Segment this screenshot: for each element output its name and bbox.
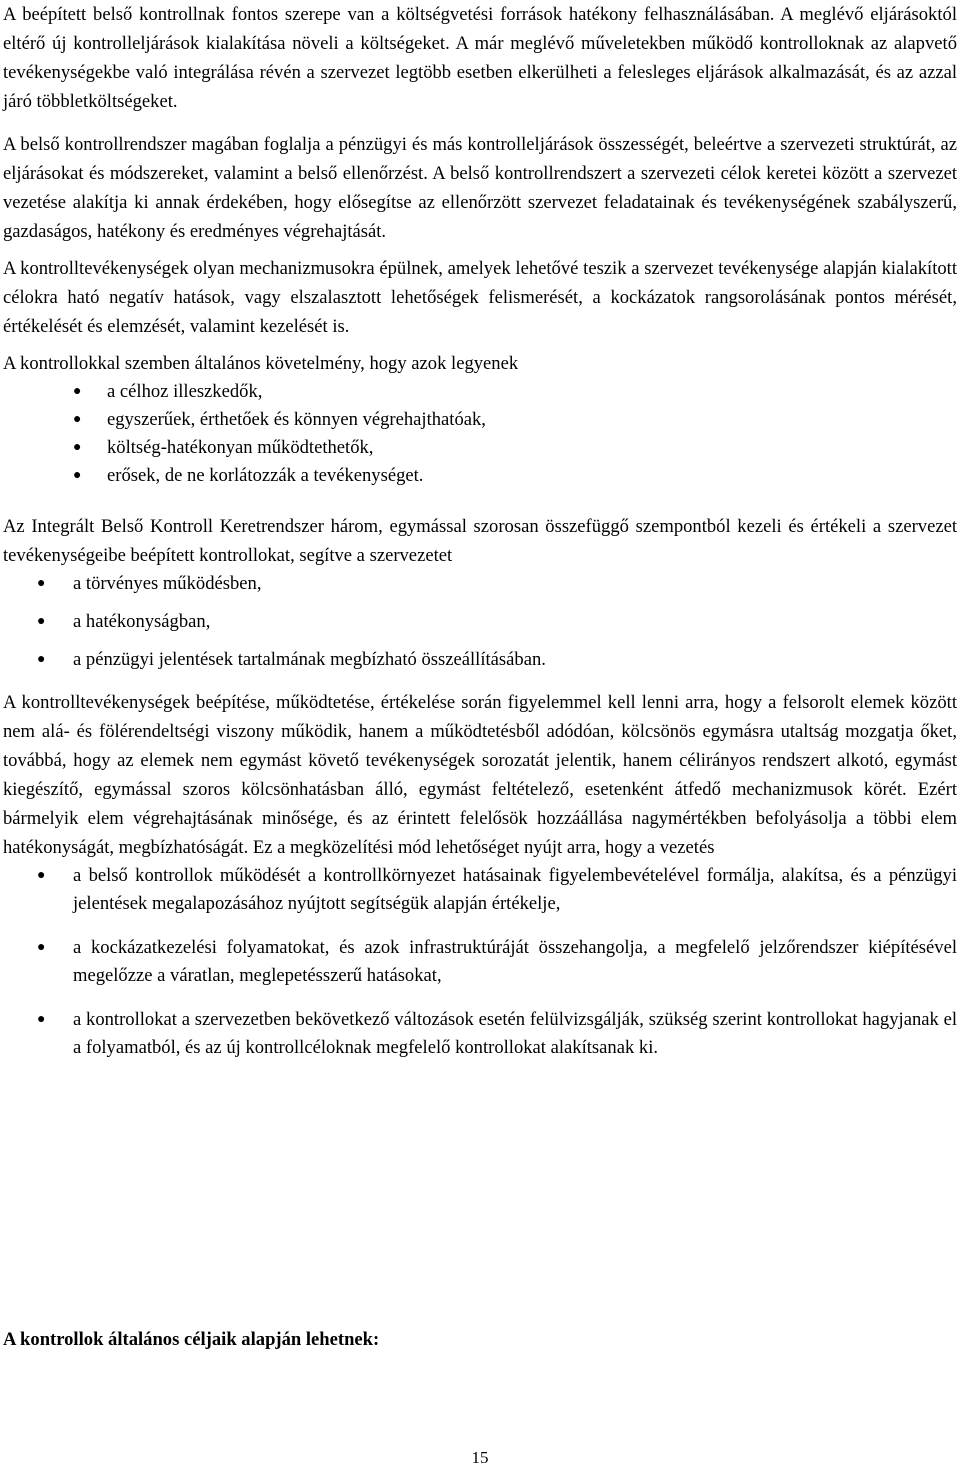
paragraph-integrated-framework: Az Integrált Belső Kontroll Keretrendszer három, egymással szorosan összefüggő szempontból kezeli és értékeli a szervezet tevékenységeibe beépített kontrollokat, segítve a szervezetet: [3, 516, 957, 566]
bullet-icon: ●: [37, 576, 46, 591]
bullet-icon: ●: [37, 652, 46, 667]
list-item: ● a célhoz illeszkedők,: [3, 378, 957, 406]
bullet-icon: ●: [37, 1012, 46, 1027]
list-item: ● egyszerűek, érthetőek és könnyen végrehajthatóak,: [3, 406, 957, 434]
paragraph-control-activities: A kontrolltevékenységek olyan mechanizmusokra épülnek, amelyek lehetővé teszik a szervezet tevékenysége alapján kialakított célokra ható negatív hatások, vagy elszalasztott lehetőségek felismerését, a kockázatok rangsorolásának pontos mérését, értékelését és elemzését, valamint kezelését is.: [3, 258, 957, 337]
paragraph-general-requirement: A kontrollokkal szemben általános követelmény, hogy azok legyenek: [3, 353, 519, 374]
bullet-icon: ●: [37, 940, 46, 955]
list-item: ● erősek, de ne korlátozzák a tevékenységet.: [3, 462, 957, 490]
bullet-icon: ●: [37, 614, 46, 629]
paragraph-budget-control: A beépített belső kontrollnak fontos szerepe van a költségvetési források hatékony felhasználásában. A meglévő eljárásoktól eltérő új kontrolleljárások kialakítása növeli a költségeket. A már meglévő műveletekben működő kontrolloknak az alapvető tevékenységekbe való integrálása révén a szervezet legtöbb esetben elkerülheti a felesleges eljárások alkalmazását, és az azzal járó többletköltségeket.: [3, 4, 957, 112]
page-number: 15: [471, 1448, 489, 1467]
list-item: ● a törvényes működésben,: [3, 570, 957, 598]
list-item: ● költség-hatékonyan működtethetők,: [3, 434, 957, 462]
bullet-icon: ●: [73, 440, 82, 455]
bullet-icon: ●: [37, 868, 46, 883]
management-list: [3, 862, 957, 1062]
paragraph-internal-control-system: A belső kontrollrendszer magában foglalja a pénzügyi és más kontrolleljárások összességét, beleértve a szervezeti struktúrát, az eljárásokat és módszereket, valamint a belső ellenőrzést. A belső kontrollrendszert a szervezeti célok keretei között a szervezet vezetése alakítja ki annak érdekében, hogy elősegítse az ellenőrzött szervezet feladatainak és tevékenységének szabályszerű, gazdaságos, hatékony és eredményes végrehajtását.: [3, 134, 957, 242]
list-item: ● a belső kontrollok működését a kontrollkörnyezet hatásainak figyelembevételével formálja, alakítsa, és a pénzügyi jelentések megalapozásához nyújtott segítségük alapján értékelje,: [3, 862, 957, 918]
list-item: ● a pénzügyi jelentések tartalmának megbízható összeállításában.: [3, 646, 957, 674]
requirements-list: [3, 378, 957, 490]
bullet-icon: ●: [73, 412, 82, 427]
framework-list: [3, 570, 957, 674]
list-item: ● a hatékonyságban,: [3, 608, 957, 636]
bullet-icon: ●: [73, 468, 82, 483]
section-heading: A kontrollok általános céljaik alapján lehetnek:: [3, 1329, 380, 1350]
bullet-icon: ●: [73, 384, 82, 399]
list-item: ● a kockázatkezelési folyamatokat, és azok infrastruktúráját összehangolja, a megfelelő jelzőrendszer kiépítésével megelőzze a váratlan, meglepetésszerű hatásokat,: [3, 934, 957, 990]
list-item: ● a kontrollokat a szervezetben bekövetkező változások esetén felülvizsgálják, szükség szerint kontrollokat hagyjanak el a folyamatból, és az új kontrollcéloknak megfelelő kontrollokat alakítsanak ki.: [3, 1006, 957, 1062]
paragraph-embedding-controls: A kontrolltevékenységek beépítése, működtetése, értékelése során figyelemmel kell lenni arra, hogy a felsorolt elemek között nem alá- és fölérendeltségi viszony működik, hanem a működtetésből adódóan, kölcsönös egymásra utaltság mozgatja őket, továbbá, hogy az elemek nem egymást követő tevékenységek sorozatát jelentik, hanem célirányos rendszert alkotó, egymást kiegészítő, egymással szoros kölcsönhatásban álló, egymást feltételező, esetenként átfedő mechanizmusok körét. Ezért bármelyik elem végrehajtásának minősége, és az érintett felelősök hozzáállása nagymértékben befolyásolja a többi elem hatékonyságát, megbízhatóságát. Ez a megközelítési mód lehetőséget nyújt arra, hogy a vezetés: [3, 692, 957, 858]
